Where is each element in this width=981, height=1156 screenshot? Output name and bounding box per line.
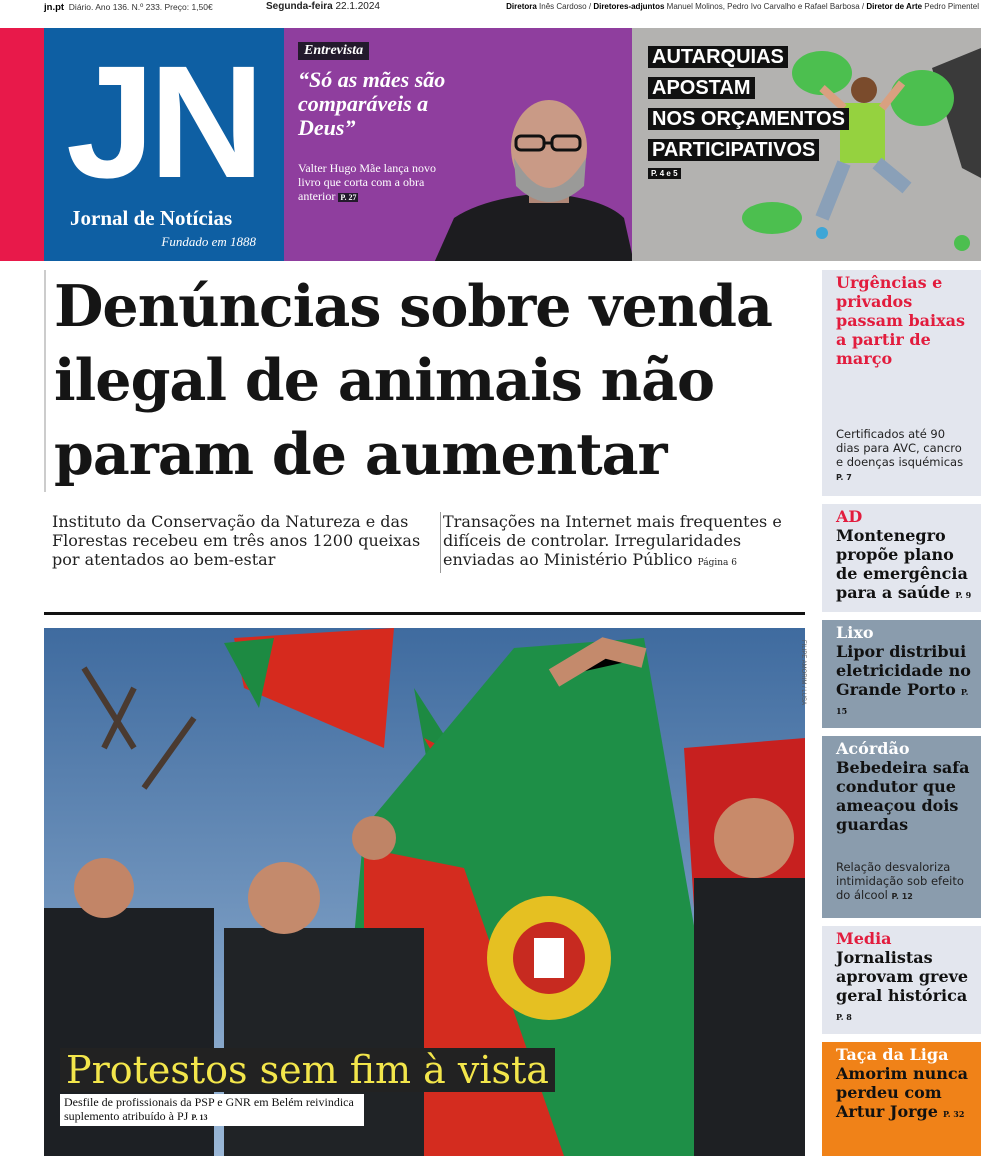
staff-label: Diretores-adjuntos <box>593 2 665 11</box>
issue-number: Diário. Ano 136. N.º 233. Preço: 1,50€ <box>68 2 213 12</box>
story-kicker: Urgências e privados passam baixas a partir de março <box>836 273 965 368</box>
story-headline-wrap <box>836 1064 975 1121</box>
page-ref: Página 6 <box>697 558 737 568</box>
sidebar-story-media[interactable] <box>822 926 981 1034</box>
story-kicker: Lixo <box>836 623 874 642</box>
story-summary <box>836 860 966 904</box>
story-kicker: Media <box>836 929 892 948</box>
page-ref: P. 9 <box>955 590 972 600</box>
page-ref: P. 27 <box>340 193 357 202</box>
sidebar-story-ad[interactable] <box>822 504 981 612</box>
photo-dek <box>60 1094 364 1126</box>
logo-name: Jornal de Notícias <box>70 206 233 230</box>
staff-name: Manuel Molinos, Pedro Ivo Carvalho e Rafael Barbosa <box>666 2 860 11</box>
main-headline[interactable]: Denúncias sobre venda ilegal de animais não param de aumentar <box>44 270 812 492</box>
story-kicker: Taça da Liga <box>836 1045 949 1064</box>
photo-credit: FILIPE AMORIM / LUSA <box>800 640 806 706</box>
participatory-budget-teaser[interactable] <box>632 28 981 261</box>
sidebar-story-acordao[interactable] <box>822 736 981 918</box>
main-deck-right <box>440 512 815 573</box>
weekday: Segunda-feira <box>266 1 333 12</box>
main-deck-left: Instituto da Conservação da Natureza e das Florestas recebeu em três anos 1200 queixas por atentados ao bem-estar <box>52 512 421 569</box>
site-link[interactable]: jn.pt <box>44 2 65 13</box>
photo-dek-text: Desfile de profissionais da PSP e GNR em Belém reivindica suplemento atribuído à PJ <box>64 1095 354 1123</box>
story-summary-text: Certificados até 90 dias para AVC, cancro e doenças isquémicas <box>836 427 964 469</box>
page-ref: P. 15 <box>836 687 969 716</box>
story-headline: Montenegro propõe plano de emergência para a saúde <box>836 526 968 602</box>
story-summary <box>836 427 966 485</box>
photo-headline[interactable]: Protestos sem fim à vista <box>60 1048 555 1092</box>
section-divider <box>44 612 805 615</box>
page-ref: P. 8 <box>836 1012 852 1022</box>
staff-name: Inês Cardoso <box>539 2 587 11</box>
climb-headline-line: APOSTAM <box>648 77 755 99</box>
story-summary-text: Relação desvaloriza intimidação sob efeito do álcool <box>836 860 964 902</box>
sidebar-story-taca-da-liga[interactable] <box>822 1042 981 1156</box>
story-headline: Bebedeira safa condutor que ameaçou dois guardas <box>836 758 970 834</box>
main-deck-right-text: Transações na Internet mais frequentes e difíceis de controlar. Irregularidades enviadas ao Ministério Público <box>443 512 782 569</box>
page-ref: P. 4 e 5 <box>648 168 681 179</box>
logo-founded: Fundado em 1888 <box>161 234 256 249</box>
interview-dek <box>298 161 438 205</box>
climb-headline-line: PARTICIPATIVOS <box>648 139 819 161</box>
story-headline-wrap <box>836 948 975 1024</box>
story-headline: Jornalistas aprovam greve geral histórica <box>836 948 969 1005</box>
story-headline: Lipor distribui eletricidade no Grande Porto <box>836 642 971 699</box>
story-kicker: AD <box>836 507 863 526</box>
story-kicker: Acórdão <box>836 739 910 758</box>
logo-letters: JN <box>66 32 259 211</box>
issue-date <box>266 1 380 12</box>
page-ref: P. 12 <box>891 892 913 901</box>
sidebar-story-lixo[interactable] <box>822 620 981 728</box>
interview-quote: “Só as mães são comparáveis a Deus” <box>298 67 446 140</box>
staff-name: Pedro Pimentel <box>924 2 979 11</box>
newspaper-logo[interactable] <box>44 28 284 261</box>
sidebar-story-urgencias[interactable] <box>822 270 981 496</box>
issue-info <box>44 2 213 13</box>
page-ref: P. 32 <box>943 1109 965 1119</box>
interview-tag: Entrevista <box>298 42 369 60</box>
climb-headline-line: AUTARQUIAS <box>648 46 788 68</box>
climb-headline <box>648 42 849 166</box>
story-headline-wrap <box>836 526 975 602</box>
story-headline: Amorim nunca perdeu com Artur Jorge <box>836 1064 969 1121</box>
brand-strip <box>0 28 44 261</box>
page-ref: P. 13 <box>191 1113 208 1122</box>
staff-label: Diretor de Arte <box>866 2 923 11</box>
staff-credits: Diretora Inês Cardoso / Diretores-adjuntos Manuel Molinos, Pedro Ivo Carvalho e Rafael Barbosa / Diretor de Arte Pedro Pimentel <box>506 2 979 11</box>
interview-dek-text: Valter Hugo Mãe lança novo livro que corta com a obra anterior <box>298 161 436 203</box>
date: 22.1.2024 <box>335 1 380 12</box>
page-ref: P. 7 <box>836 473 852 482</box>
staff-label: Diretora <box>506 2 537 11</box>
story-headline-wrap <box>836 642 975 718</box>
masthead-info-bar <box>0 0 981 14</box>
interview-teaser[interactable] <box>284 28 632 261</box>
climb-headline-line: NOS ORÇAMENTOS <box>648 108 849 130</box>
